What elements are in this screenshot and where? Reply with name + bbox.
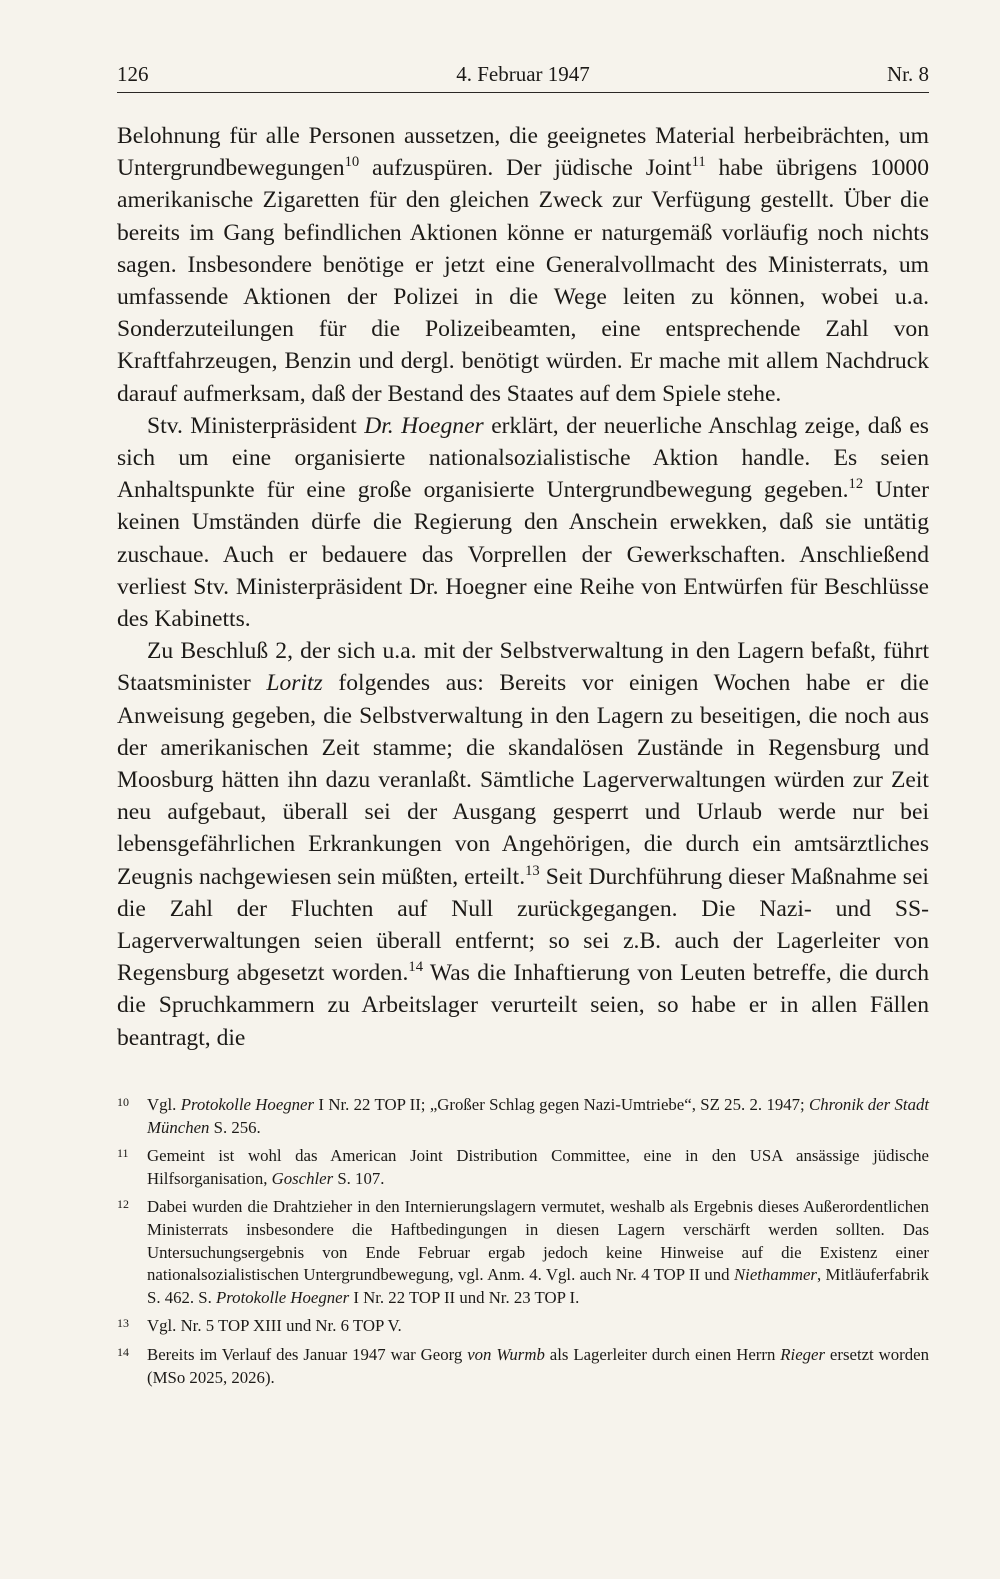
footnote-ref-11: 11: [691, 154, 706, 171]
footnotes: [117, 1094, 929, 1395]
footnote-ref-10: 10: [344, 154, 360, 171]
paragraph-1: Belohnung für alle Personen aussetzen, die geeignetes Material herbeibrächten, um Untergrundbewegungen$^{10}$ aufzuspüren. Der jüdische Joint$^{11}$ habe übrigens 10000 amerikanische Zigaretten für den gleichen Zweck zur Verfügung gestellt. Über die bereits im Gang befindlichen Aktionen könne er naturgemäß vorläufig noch nichts sagen. Insbesondere benötige er jetzt eine Generalvollmacht des Ministerrats, um umfassende Aktionen der Polizei in die Wege leiten zu können, wobei u.a. Sonderzuteilungen für die Polizeibeamten, eine entsprechende Zahl von Kraftfahrzeugen, Benzin und dergl. benötigt würden. Er mache mit allem Nachdruck darauf aufmerksam, daß der Bestand des Staates auf dem Spiele stehe.: [117, 123, 929, 407]
footnote-ref-13: 13: [525, 862, 540, 879]
footnote-12: 12 Dabei wurden die Drahtzieher in den Internierungslagern vermutet, weshalb als Ergebnis dieses Außerordentlichen Ministerrats insbesondere die Haftbedingungen in diesen Lagern verschärft werden sollten. Das Untersuchungsergebnis von Ende Februar ergab jedoch keine Hinweise auf die Existenz einer nationalsozialistischen Untergrundbewegung, vgl. Anm. 4. Vgl. auch Nr. 4 TOP II und Niethammer, Mitläuferfabrik S. 462. S. Protokolle Hoegner I Nr. 22 TOP II und Nr. 23 TOP I.: [117, 1196, 929, 1309]
running-header: [117, 58, 929, 93]
footnote-number: 14: [117, 1344, 129, 1359]
main-text: [117, 120, 929, 1054]
paragraph-2: Stv. Ministerpräsident Dr. Hoegner erklärt, der neuerliche Anschlag zeige, daß es sich um eine organisierte nationalsozialistische Aktion handle. Es seien Anhaltspunkte für eine große organisierte Untergrundbewegung gegeben.$^{12}$ Unter keinen Umständen dürfe die Regierung den Anschein erwekken, daß sie untätig zuschaue. Auch er bedauere das Vorprellen der Gewerkschaften. Anschließend verliest Stv. Ministerpräsident Dr. Hoegner eine Reihe von Entwürfen für Beschlüsse des Kabinetts.: [117, 412, 929, 633]
person-name: Loritz: [266, 670, 323, 697]
footnote-ref-12: 12: [848, 476, 864, 493]
footnote-number: 10: [117, 1095, 129, 1109]
header-date: 4. Februar 1947: [456, 62, 590, 86]
page-number: 126: [117, 62, 149, 86]
person-name: Dr. Hoegner: [364, 412, 484, 439]
paragraph-3: Zu Beschluß 2, der sich u.a. mit der Selbstverwaltung in den Lagern befaßt, führt Staatsminister Loritz folgendes aus: Bereits vor einigen Wochen habe er die Anweisung gegeben, die Selbstverwaltung in den Lagern zu beseitigen, die noch aus der amerikanischen Zeit stamme; die skandalösen Zustände in Regensburg und Moosburg hätten ihn dazu veranlaßt. Sämtliche Lagerverwaltungen würden zur Zeit neu aufgebaut, überall sei der Ausgang gesperrt und Urlaub werde nur bei lebensgefährlichen Erkrankungen von Angehörigen, die durch ein amtsärztliches Zeugnis nachgewiesen sein müßten, erteilt.$^{13}$ Seit Durchführung dieser Maßnahme sei die Zahl der Fluchten auf Null zurückgegangen. Die Nazi- und SS-Lagerverwaltungen seien überall entfernt; so sei z.B. auch der Lagerleiter von Regensburg abgesetzt worden.$^{14}$ Was die Inhaftierung von Leuten betreffe, die durch die Spruchkammern zu Arbeitslager verurteilt seien, so habe er in allen Fällen beantragt, die: [117, 638, 929, 1051]
footnote-13: 13 Vgl. Nr. 5 TOP XIII und Nr. 6 TOP V.: [117, 1315, 929, 1338]
footnote-10: 10 Vgl. Protokolle Hoegner I Nr. 22 TOP II; „Großer Schlag gegen Nazi-Umtriebe“, SZ 25. 2. 1947; Chronik der Stadt München S. 256.: [117, 1094, 929, 1139]
footnote-14: 14 Bereits im Verlauf des Januar 1947 war Georg von Wurmb als Lagerleiter durch einen Herrn Rieger ersetzt worden (MSo 2025, 2026).: [117, 1344, 929, 1389]
footnote-number: 11: [117, 1146, 129, 1161]
footnote-number: 13: [117, 1316, 129, 1331]
document-number: Nr. 8: [887, 62, 929, 86]
footnote-11: 11 Gemeint ist wohl das American Joint Distribution Committee, eine in den USA ansässige jüdische Hilfsorganisation, Goschler S. 107.: [117, 1145, 929, 1190]
footnote-ref-14: 14: [408, 959, 424, 976]
footnote-number: 12: [117, 1197, 129, 1212]
